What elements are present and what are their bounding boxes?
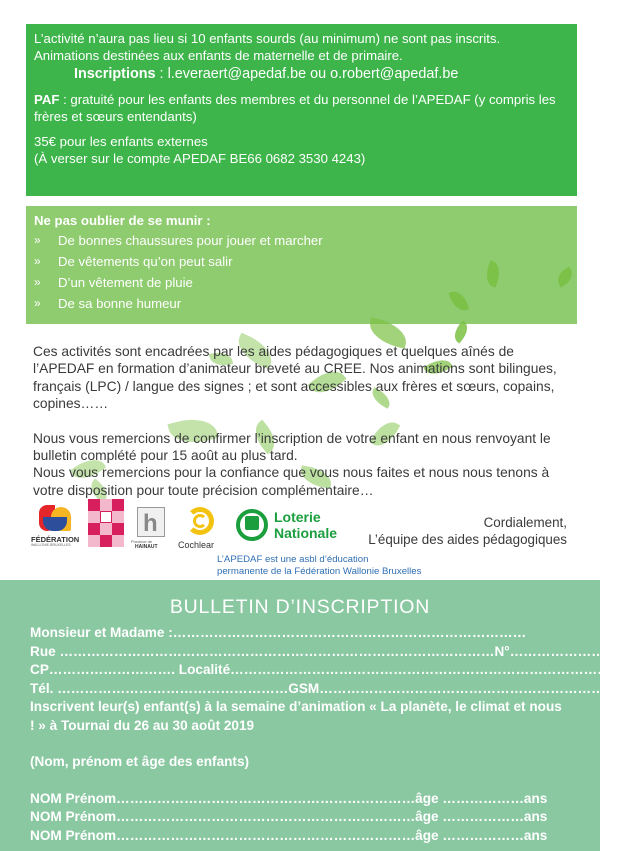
list-item: » D’un vêtement de pluie xyxy=(34,272,569,293)
inscriptions-line xyxy=(74,66,569,83)
registration-form xyxy=(0,580,632,851)
paf-text: : gratuité pour les enfants des membres et du personnel de l’APEDAF (y compris les frères et sœurs entendants) xyxy=(34,92,556,124)
paf-label: PAF xyxy=(34,92,60,107)
parents-field[interactable]: Monsieur et Madame :…………………………………………………………………… xyxy=(30,625,527,640)
paf-line xyxy=(34,91,569,125)
inscriptions-label: Inscriptions xyxy=(74,66,156,82)
closing: Cordialement, xyxy=(483,515,567,530)
list-item: » De vêtements qu’on peut salir xyxy=(34,251,569,272)
info-box xyxy=(26,24,577,196)
bullet-icon: » xyxy=(34,254,41,268)
inscriptions-sep: : xyxy=(155,66,168,82)
form-title: BULLETIN D’INSCRIPTION xyxy=(169,596,431,618)
province-hainaut-logo: h Province de HAINAUT xyxy=(133,507,169,551)
inscriptions-emails[interactable]: l.everaert@apedaf.be ou o.robert@apedaf.be xyxy=(167,66,459,82)
phone-field[interactable]: Tél. ……………………………………………GSM…………………………………………………………… xyxy=(30,680,632,696)
signature xyxy=(327,514,567,548)
bullet-icon: » xyxy=(34,296,41,310)
child-row-field[interactable]: NOM Prénom…………………………………………………………âge ………………ans xyxy=(30,790,548,806)
checklist-heading: Ne pas oublier de se munir : xyxy=(34,213,211,228)
cochlear-logo: Cochlear xyxy=(178,507,222,551)
team-name: L’équipe des aides pédagogiques xyxy=(368,532,567,547)
bullet-icon: » xyxy=(34,233,41,247)
partner-logos xyxy=(33,503,363,553)
child-row-field[interactable]: NOM Prénom…………………………………………………………âge ………………ans xyxy=(30,827,548,843)
loterie-nationale-logo: Loterie Nationale xyxy=(236,507,346,545)
street-field[interactable]: Rue ……………………………………………………………………………………N°…………………… xyxy=(30,643,619,659)
apedaf-note: L’APEDAF est une asbl d’éducation permanente de la Fédération Wallonie Bruxelles xyxy=(217,554,422,577)
list-item: » De bonnes chaussures pour jouer et marcher xyxy=(34,230,569,251)
children-hint: (Nom, prénom et âge des enfants) xyxy=(30,754,250,769)
paragraph-confirm: Nous vous remercions de confirmer l’inscription de votre enfant en nous renvoyant le bulletin complété pour 15 août au plus tard. xyxy=(33,430,551,464)
federation-wallonie-bruxelles-logo: FÉDÉRATION WALLONIE-BRUXELLES xyxy=(33,503,79,549)
registration-statement: Inscrivent leur(s) enfant(s) à la semaine d’animation « La planète, le climat et nous ! » à Tournai du 26 au 30 août 2019 xyxy=(30,699,562,733)
list-item: » De sa bonne humeur xyxy=(34,293,569,314)
audience-text: Animations destinées aux enfants de maternelle et de primaire. xyxy=(34,48,403,63)
paragraph-activities: Ces activités sont encadrées par les aides pédagogiques et quelques aînés de l’APEDAF en formation d’animateur breveté au CREE. Nos animations sont bilingues, français (LPC) / langue des signes ; et sont accessibles aux frères et sœurs, copains, copines…… xyxy=(33,344,557,412)
notice-text: L’activité n’aura pas lieu si 10 enfants sourds (au minimum) ne sont pas inscrits. xyxy=(34,31,501,46)
body-text xyxy=(33,343,573,499)
postcode-city-field[interactable]: CP………………………. Localité…………………………………………………………………………… xyxy=(30,662,625,677)
account-note: (À verser sur le compte APEDAF BE66 0682 3530 4243) xyxy=(34,151,366,166)
paragraph-thanks: Nous vous remercions pour la confiance que vous nous faites et nous nous tenons à votre disposition pour toute précision complémentaire… xyxy=(33,465,550,498)
tournai-logo xyxy=(88,499,125,549)
external-price: 35€ pour les enfants externes xyxy=(34,134,208,149)
child-row-field[interactable]: NOM Prénom…………………………………………………………âge ………………ans xyxy=(30,809,548,824)
bullet-icon: » xyxy=(34,275,41,289)
